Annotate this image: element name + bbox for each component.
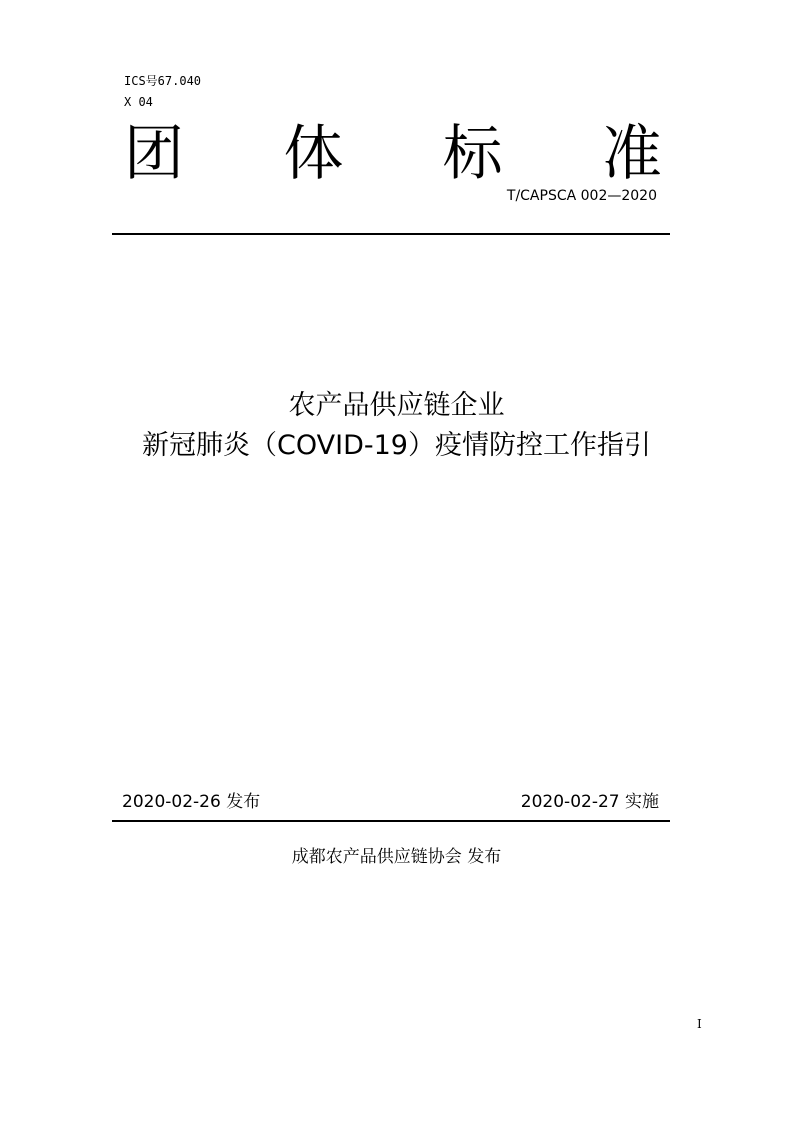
implement-date: 2020-02-27 实施 — [520, 792, 659, 812]
publish-date: 2020-02-26 发布 — [122, 792, 261, 812]
heading-char-2: 体 — [283, 119, 344, 189]
issuer: 成都农产品供应链协会 发布 — [291, 847, 502, 867]
classification-code: X 04 — [124, 95, 153, 109]
top-divider — [112, 233, 670, 235]
standard-number: T/CAPSCA 002—2020 — [506, 188, 657, 204]
page-number: I — [697, 1017, 702, 1031]
heading-char-3: 标 — [442, 119, 503, 189]
heading-char-1: 团 — [124, 119, 184, 189]
document-heading — [124, 118, 662, 190]
ics-number: ICS号67.040 — [124, 74, 202, 88]
document-title-line-2: 新冠肺炎（COVID-19）疫情防控工作指引 — [142, 430, 651, 461]
heading-char-4: 准 — [601, 119, 662, 189]
document-title-line-1: 农产品供应链企业 — [288, 390, 505, 421]
bottom-divider — [112, 820, 670, 822]
